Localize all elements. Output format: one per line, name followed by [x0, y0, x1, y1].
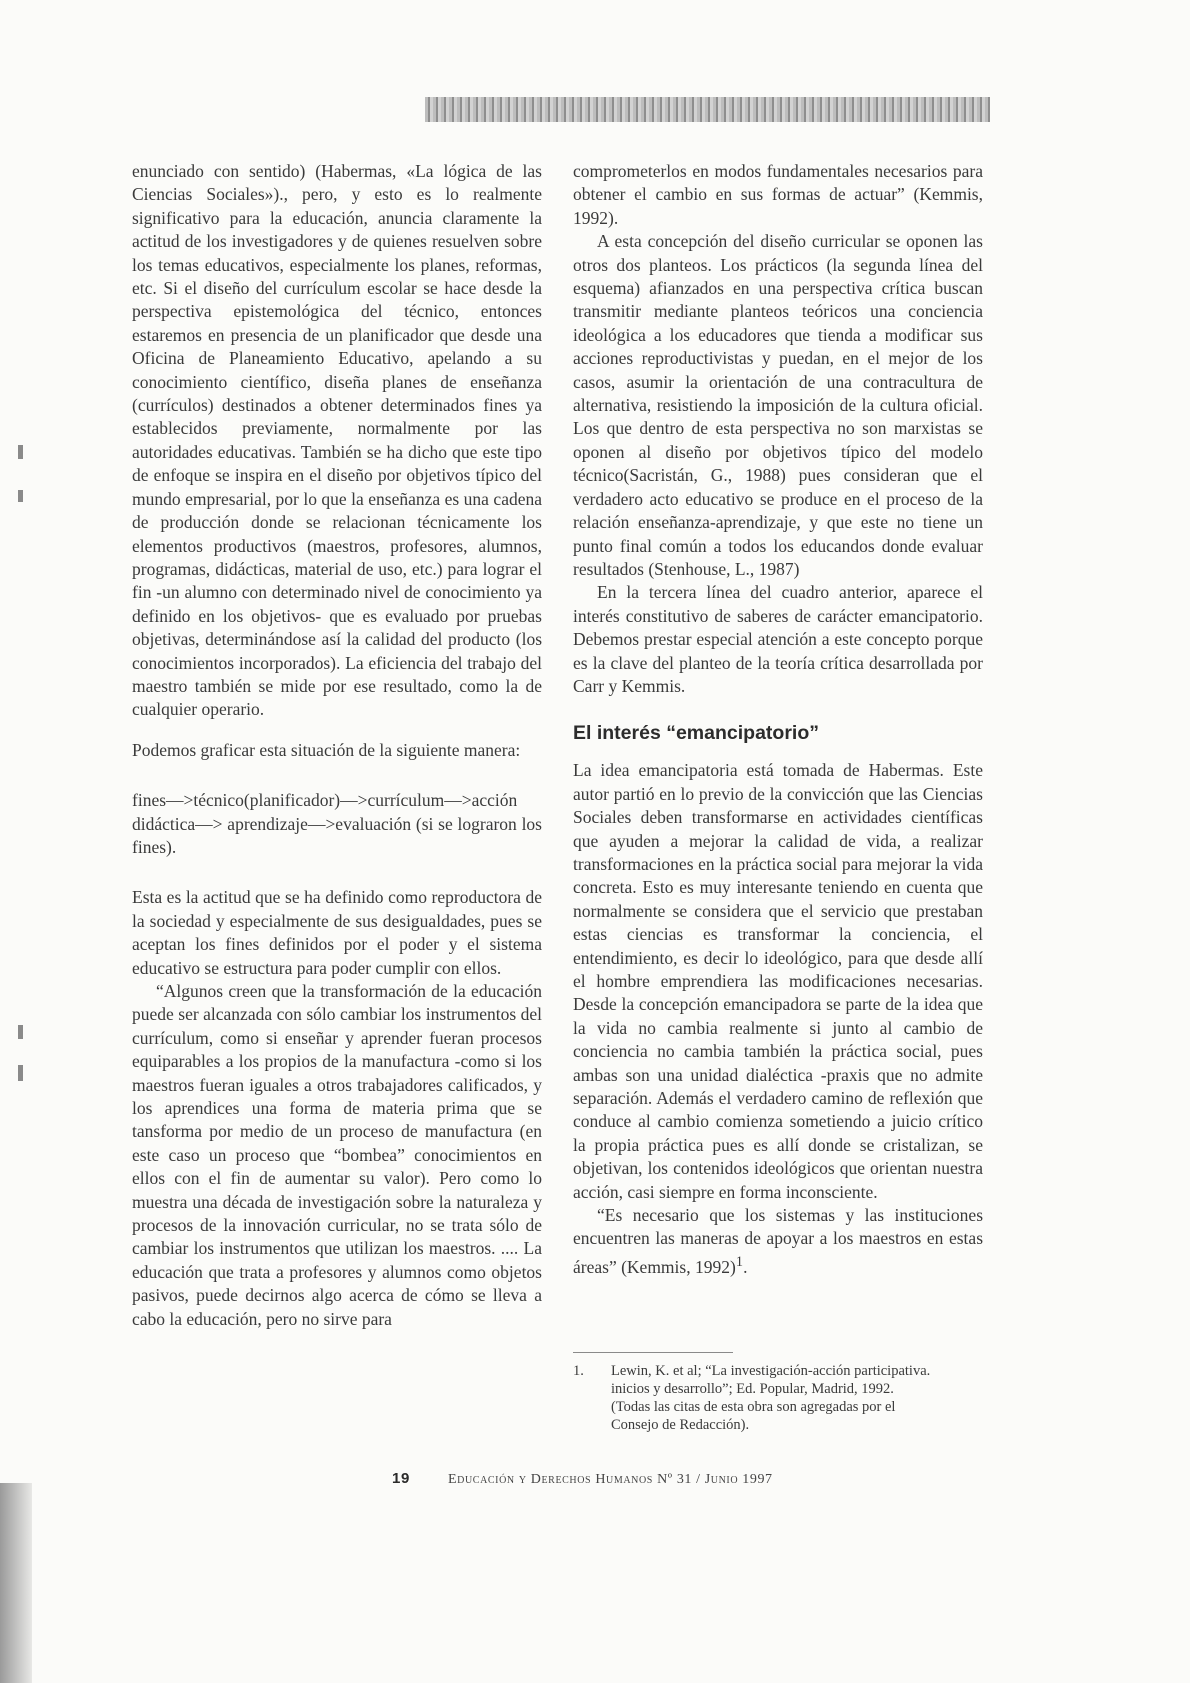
scan-artifact	[18, 445, 23, 459]
paragraph: enunciado con sentido) (Habermas, «La lógica de las Ciencias Sociales»)., pero, y esto es lo realmente significativo para la educación, anuncia claramente la actitud de los investigadores y de quienes resuelven sobre los temas educativos, especialmente los planes, reformas, etc. Si el diseño del currículum escolar se hace desde la perspectiva epistemológica del técnico, entonces estaremos en presencia de un planificador que desde una Oficina de Planeamiento Educativo, apelando a su conocimiento científico, diseña planes de enseñanza (currículos) destinados a obtener determinados fines ya establecidos previamente, normalmente por las autoridades educativas. También se ha dicho que este tipo de enfoque se inspira en el diseño por objetivos típico del mundo empresarial, por lo que la enseñanza es una cadena de producción donde se relacionan técnicamente los elementos productivos (maestros, profesores, alumnos, programas, didácticas, material de uso, etc.) para lograr el fin -un alumno con determinado nivel de conocimiento ya definido en los objetivos- que es evaluado por pruebas objetivas, determinándose así la calidad del producto (los conocimientos incorporados). La eficiencia del trabajo del maestro también se mide por ese resultado, como la de cualquier operario.	[132, 161, 542, 720]
paragraph: Podemos graficar esta situación de la siguiente manera:	[132, 739, 521, 760]
paragraph: La idea emancipatoria está tomada de Habermas. Este autor partió en lo previo de la convicción que las Ciencias Sociales deben transformarse en actividades científicas que ayuden a mejorar la calidad de vida, a realizar transformaciones en la práctica social para mejorar la vida concreta. Esto es muy interesante teniendo en cuenta que normalmente se considera que el servicio que prestaban estas ciencias es transformar la conciencia, el entendimiento, es decir lo ideológico, para que desde allí el hombre emprendiera las modificaciones necesarias. Desde la concepción emancipadora se parte de la idea que la vida no cambia realmente si junto al cambio de conciencia no cambia también la práctica social, pues ambas son una unidad dialéctica -praxis que no admite separación. Además el verdadero camino de reflexión que conduce al cambio comienza sometiendo a juicio crítico la propia práctica pues es allí donde se cristalizan, se objetivan, los contenidos ideológicos que orientan nuestra acción, casi siempre en forma inconsciente.	[573, 760, 983, 1202]
left-column	[132, 160, 542, 1331]
right-column	[573, 160, 983, 1279]
scan-artifact	[18, 1025, 23, 1039]
footnote-number: 1.	[573, 1363, 584, 1379]
quote-paragraph: “Algunos creen que la transformación de la educación puede ser alcanzada con sólo cambiar los instrumentos del currículum, como si enseñar y aprender fueran procesos equiparables a los propios de la manufactura -como si los maestros fueran iguales a otros trabajadores calificados, y los aprendices una forma de materia prima que se tansforma por medio de un proceso de manufactura (en este caso un proceso que “bombea” conocimientos en ellos con el fin de aumentar su valor). Pero como lo muestra una década de investigación sobre la naturaleza y procesos de la innovación curricular, no se trata sólo de cambiar los instrumentos que utilizan los maestros. .... La educación que trata a profesores y alumnos como objetos pasivos, puede decirnos algo acerca de cómo se lleva a cabo la educación, pero no sirve para	[132, 981, 542, 1329]
footnote-reference: 1	[735, 1253, 744, 1270]
paragraph: comprometerlos en modos fundamentales necesarios para obtener el cambio en sus formas de actuar” (Kemmis, 1992).	[573, 161, 983, 228]
journal-citation: Educación y Derechos Humanos Nº 31 / Junio 1997	[448, 1472, 773, 1487]
quote-text: “Es necesario que los sistemas y las instituciones encuentren las maneras de apoyar a los maestros en estas áreas” (Kemmis, 1992)	[573, 1205, 983, 1277]
quote-paragraph	[573, 1204, 983, 1279]
paragraph: En la tercera línea del cuadro anterior, aparece el interés constitutivo de saberes de carácter emancipatorio. Debemos prestar especial atención a este concepto porque es la clave del planteo de la teoría crítica desarrollada por Carr y Kemmis.	[573, 582, 983, 696]
footnote-text: Lewin, K. et al; “La investigación-acción participativa. inicios y desarrollo”; Ed. Popular, Madrid, 1992. (Todas las citas de esta obra son agregadas por el Consejo de Redacción).	[611, 1363, 931, 1433]
scan-artifact	[18, 490, 23, 502]
paragraph: A esta concepción del diseño curricular se oponen las otros dos planteos. Los prácticos (la segunda línea del esquema) afianzados en una perspectiva crítica buscan transmitir mediante planteos teóricos una conciencia ideológica a los educadores que tienda a modificar sus acciones reproductivistas y puedan, en el mejor de los casos, asumir la orientación de una contracultura de alternativa, resistiendo la imposición de la cultura oficial. Los que dentro de esta perspectiva no son marxistas se oponen al diseño por objetivos típico del modelo técnico(Sacristán, G., 1988) pues consideran que el verdadero acto educativo se produce en el proceso de la relación enseñanza-aprendizaje, y que este no tiene un punto final común a todos los educandos donde evaluar resultados (Stenhouse, L., 1987)	[573, 231, 983, 579]
scan-edge-shadow	[0, 1483, 32, 1683]
paragraph: Esta es la actitud que se ha definido como reproductora de la sociedad y especialmente de sus desigualdades, pues se aceptan los fines definidos por el poder y el sistema educativo se estructura para poder cumplir con ellos.	[132, 887, 542, 978]
section-heading: El interés “emancipatorio”	[573, 722, 819, 745]
page-number: 19	[392, 1470, 410, 1487]
footnote	[573, 1362, 983, 1434]
header-decorative-bar	[425, 97, 990, 122]
footnote-divider	[573, 1352, 733, 1353]
scan-artifact	[18, 1065, 23, 1081]
quote-end: .	[743, 1256, 748, 1277]
flow-diagram-text: fines—>técnico(planificador)—>currículum—>acción didáctica—> aprendizaje—>evaluación (si se lograron los fines).	[132, 790, 542, 857]
page-footer	[392, 1470, 773, 1488]
